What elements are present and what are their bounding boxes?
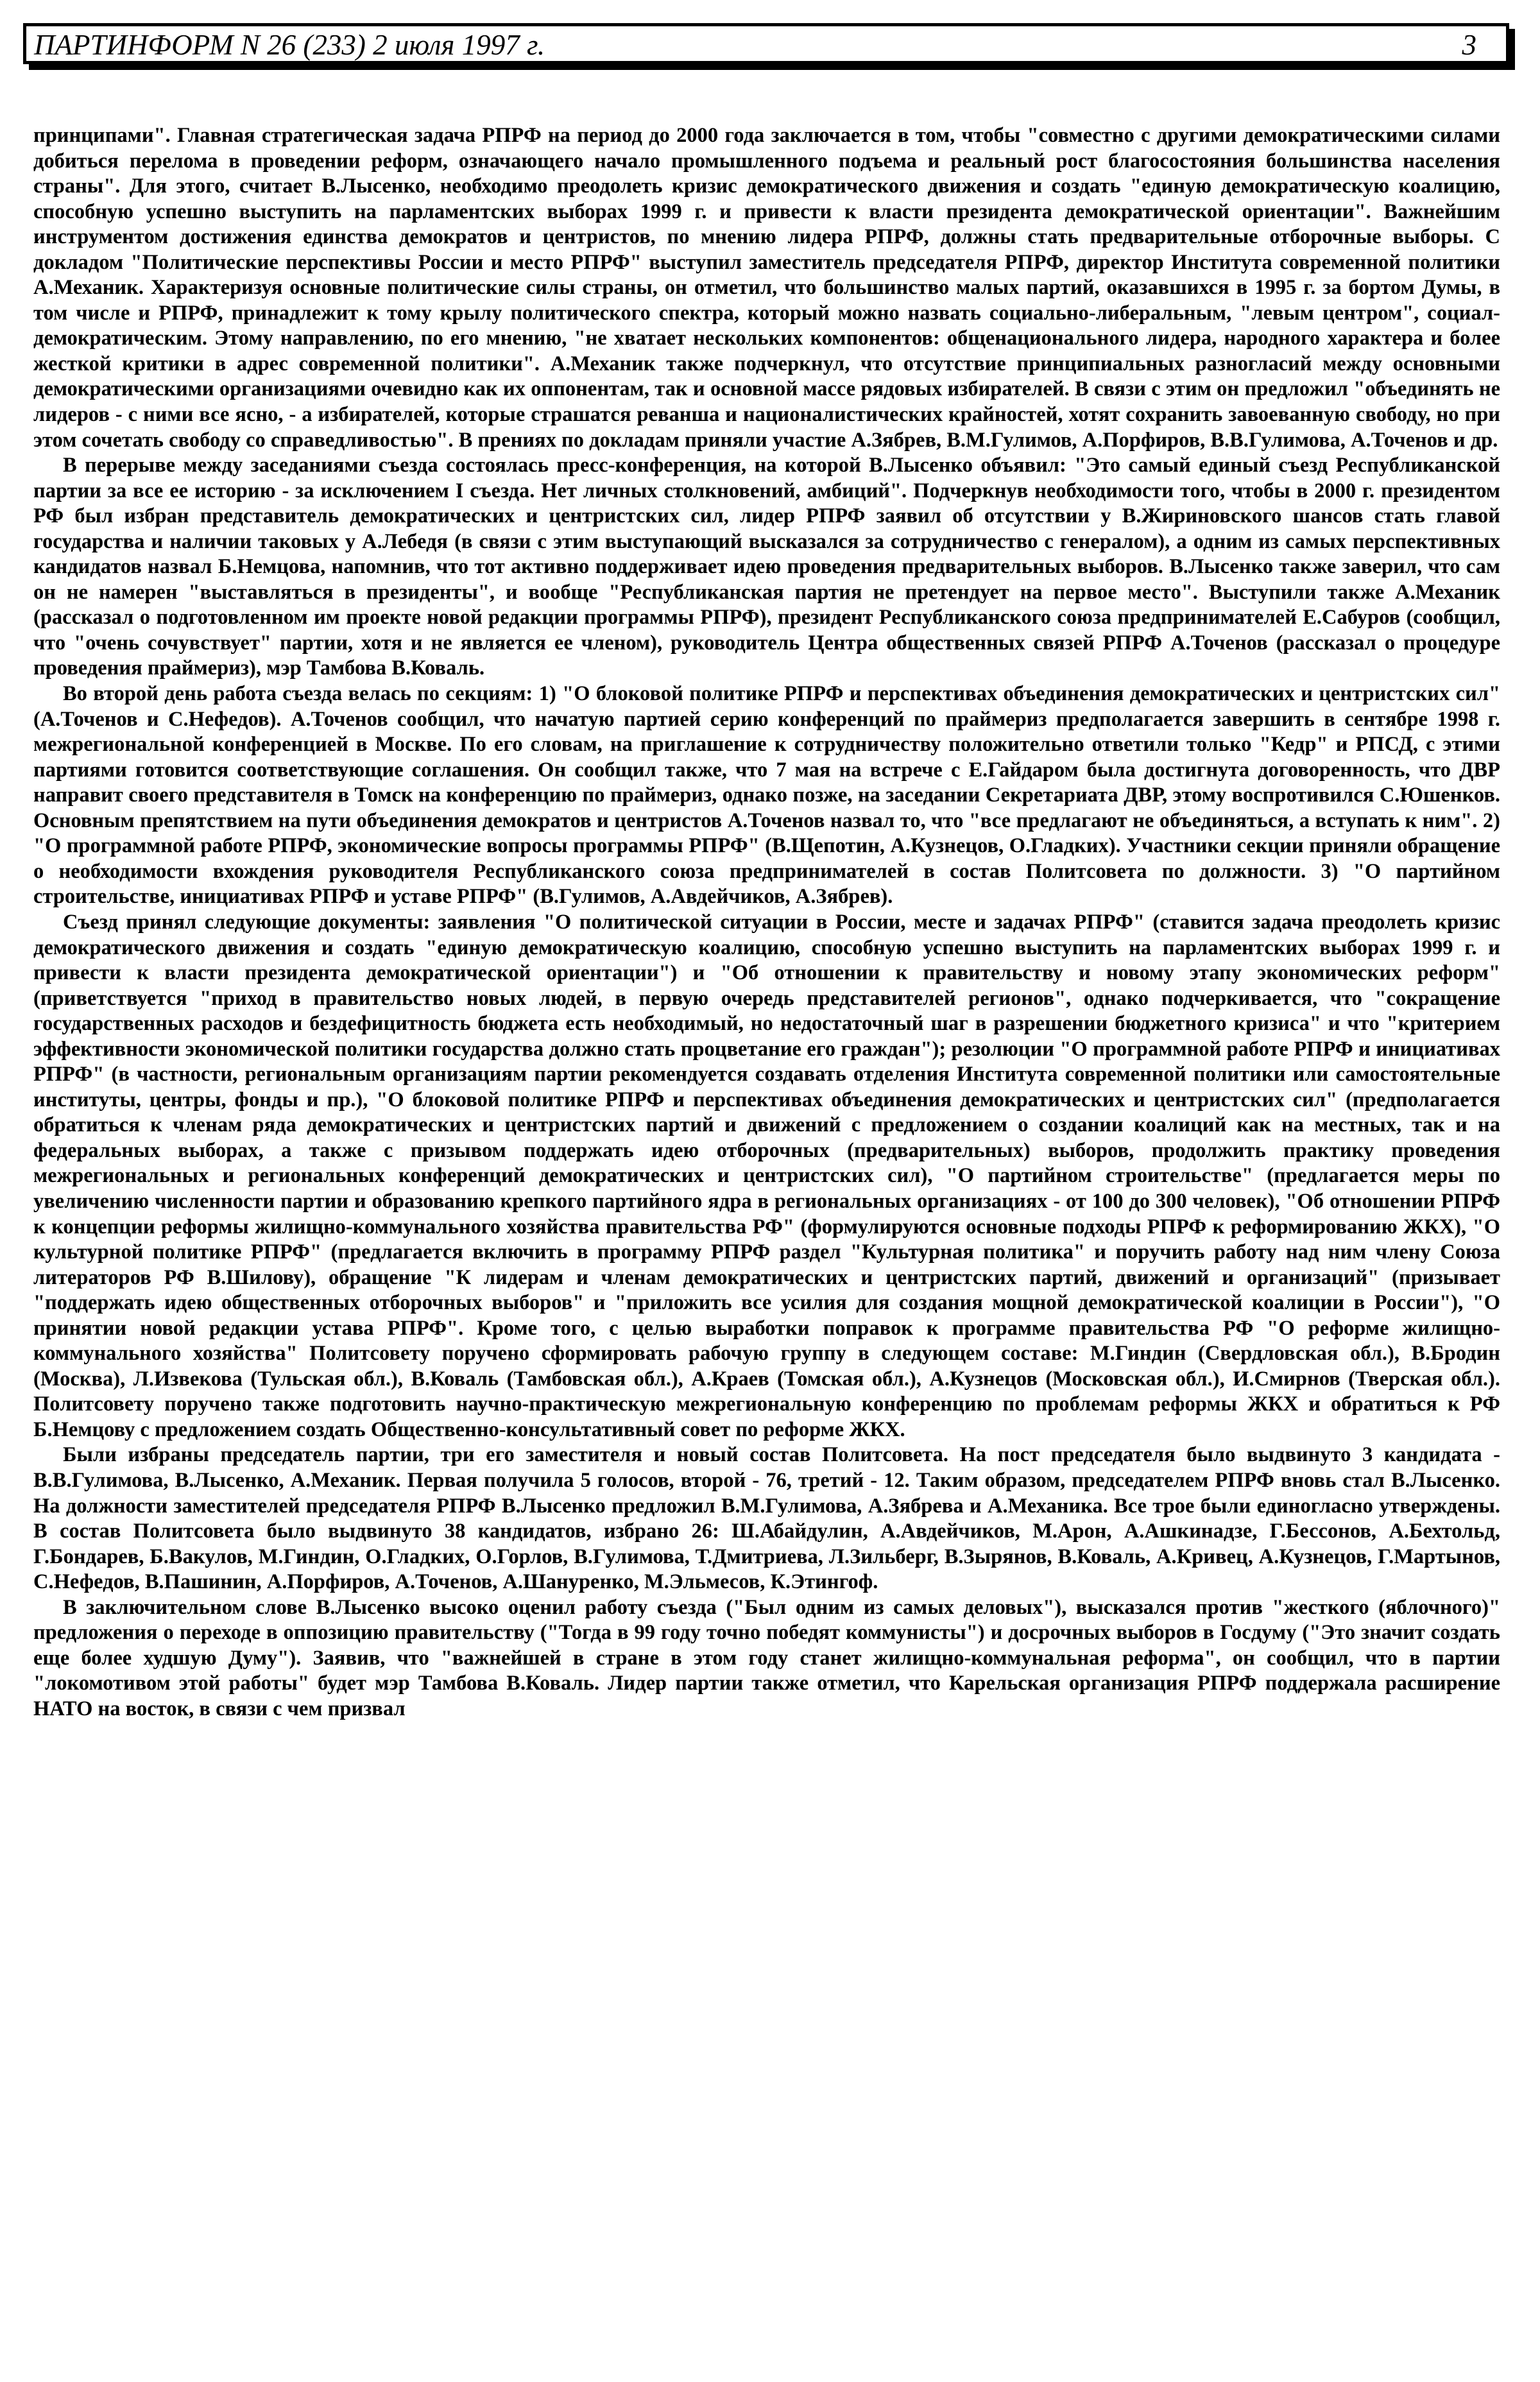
paragraph-documents: Съезд принял следующие документы: заявления "О политической ситуации в России, месте и задачах РПРФ" (ставится задача преодолеть кризис демократического движения и создать "единую демократическую коалицию, способную успешно выступить на парламентских выборах 1999 г. и привести к власти президента демократической ориентации") и "Об отношении к правительству и новому этапу экономических реформ" (приветствуется "приход в правительство новых людей, в первую очередь представителей регионов", однако подчеркивается, что "сокращение государственных расходов и бездефицитность бюджета есть необходимый, но недостаточный шаг в разрешении бюджетного кризиса" и что "критерием эффективности экономической политики государства должно стать процветание его граждан"); резолюции "О программной работе РПРФ и инициативах РПРФ" (в частности, региональным организациям партии рекомендуется создавать отделения Института современной политики или самостоятельные институты, центры, фонды и пр.), "О блоковой политике РПРФ и перспективах объединения демократических и центристских сил" (предполагается обратиться к членам ряда демократических и центристских партий и движений с предложением о создании коалиций как на местных, так и на федеральных выборах, а также с призывом поддержать идею отборочных (предварительных) выборов, продолжить практику проведения межрегиональных и региональных конференций демократических и центристских сил), "О партийном строительстве" (предлагается меры по увеличению численности партии и образованию крепкого партийного ядра в региональных организациях - от 100 до 300 человек), "Об отношении РПРФ к концепции реформы жилищно-коммунального хозяйства правительства РФ" (формулируются основные подходы РПРФ к реформированию ЖКХ), "О культурной политике РПРФ" (предлагается включить в программу РПРФ раздел "Культурная политика" и поручить работу над ним члену Союза литераторов РФ В.Шилову), обращение "К лидерам и членам демократических и центристских партий, движений и организаций" (призывает "поддержать идею общественных отборочных выборов" и "приложить все усилия для создания мощной демократической коалиции в России"), "О принятии новой редакции устава РПРФ". Кроме того, с целью выработки поправок к программе правительства РФ "О реформе жилищно-коммунального хозяйства" Политсовету поручено сформировать рабочую группу в следующем составе: М.Гиндин (Свердловская обл.), В.Бродин (Москва), Л.Извекова (Тульская обл.), В.Коваль (Тамбовская обл.), А.Краев (Томская обл.), А.Кузнецов (Московская обл.), И.Смирнов (Тверская обл.). Политсовету поручено также подготовить научно-практическую межрегиональную конференцию по проблемам реформы ЖКХ и обратиться к РФ Б.Немцову с предложением создать Общественно-консультативный совет по реформе ЖКХ. bbox=[33, 910, 1500, 1441]
page-header bbox=[23, 23, 1509, 64]
paragraph-sections: Во второй день работа съезда велась по секциям: 1) "О блоковой политике РПРФ и перспективах объединения демократических и центристских сил"(А.Точенов и С.Нефедов). А.Точенов сообщил, что начатую партией серию конференций по праймериз предполагается завершить в сентябре 1998 г. межрегиональной конференцией в Москве. По его словам, на приглашение к сотрудничеству положительно ответили только "Кедр" и РПСД, с этими партиями готовится соответствующие соглашения. Он сообщил также, что 7 мая на встрече с Е.Гайдаром была достигнута договоренность, что ДВР направит своего представителя в Томск на конференцию по праймериз, однако позже, на заседании Секретариата ДВР, этому воспротивился С.Юшенков. Основным препятствием на пути объединения демократов и центристов А.Точенов назвал то, что "все предлагают не объединяться, а вступать к ним". 2) "О программной работе РПРФ, экономические вопросы программы РПРФ" (В.Щепотин, А.Кузнецов, О.Гладких). Участники секции приняли обращение о необходимости вхождения руководителя Республиканского союза предпринимателей в состав Политсовета по должности. 3) "О партийном строительстве, инициативах РПРФ и уставе РПРФ" (В.Гулимов, А.Авдейчиков, А.Зябрев). bbox=[33, 682, 1500, 909]
page-number: 3 bbox=[1462, 29, 1476, 61]
header-title: ПАРТИНФОРМ N 26 (233) 2 июля 1997 г. bbox=[34, 29, 545, 61]
paragraph-elections: Были избраны председатель партии, три его заместителя и новый состав Политсовета. На пост председателя было выдвинуто 3 кандидата - В.В.Гулимова, В.Лысенко, А.Механик. Первая получила 5 голосов, второй - 76, третий - 12. Таким образом, председателем РПРФ вновь стал В.Лысенко. На должности заместителей председателя РПРФ В.Лысенко предложил В.М.Гулимова, А.Зябрева и А.Механика. Все трое были единогласно утверждены. В состав Политсовета было выдвинуто 38 кандидатов, избрано 26: Ш.Абайдулин, А.Авдейчиков, М.Арон, А.Ашкинадзе, Г.Бессонов, А.Бехтольд, Г.Бондарев, Б.Вакулов, М.Гиндин, О.Гладких, О.Горлов, В.Гулимова, Т.Дмитриева, Л.Зильберг, В.Зырянов, В.Коваль, А.Кривец, А.Кузнецов, Г.Мартынов, С.Нефедов, В.Пашинин, А.Порфиров, А.Точенов, А.Шануренко, М.Эльмесов, К.Этингоф. bbox=[33, 1443, 1500, 1594]
paragraph-press-conference: В перерыве между заседаниями съезда состоялась пресс-конференция, на которой В.Лысенко объявил: "Это самый единый съезд Республиканской партии за все ее историю - за исключением I съезда. Нет личных столкновений, амбиций". Подчеркнув необходимости того, чтобы в 2000 г. президентом РФ был избран представитель демократических и центристских сил, лидер РПРФ заявил об отсутствии у В.Жириновского шансов стать главой государства и наличии таковых у А.Лебедя (в связи с этим выступающий высказался за сотрудничество с генералом), а одним из самых перспективных кандидатов назвал Б.Немцова, напомнив, что тот активно поддерживает идею проведения предварительных выборов. В.Лысенко также заверил, что сам он не намерен "выставляться в президенты", и вообще "Республиканская партия не претендует на первое место". Выступили также А.Механик (рассказал о подготовленном им проекте новой редакции программы РПРФ), президент Республиканского союза предпринимателей Е.Сабуров (сообщил, что "очень сочувствует" партии, хотя и не является ее членом), руководитель Центра общественных связей РПРФ А.Точенов (рассказал о процедуре проведения праймериз), мэр Тамбова В.Коваль. bbox=[33, 454, 1500, 680]
paragraph-closing-speech: В заключительном слове В.Лысенко высоко оценил работу съезда ("Был одним из самых деловых"), высказался против "жесткого (яблочного)" предложения о переходе в оппозицию правительству ("Тогда в 99 году точно победят коммунисты") и досрочных выборов в Госдуму ("Это значит создать еще более худшую Думу"). Заявив, что "важнейшей в стране в этом году станет жилищно-коммунальная реформа", он сообщил, что в партии "локомотивом этой работы" будет мэр Тамбова В.Коваль. Лидер партии также отметил, что Карельская организация РПРФ поддержала расширение НАТО на восток, в связи с чем призвал bbox=[33, 1595, 1500, 1720]
article-body bbox=[33, 123, 1500, 1722]
paragraph-continuation: принципами". Главная стратегическая задача РПРФ на период до 2000 года заключается в том, чтобы "совместно с другими демократическими силами добиться перелома в проведении реформ, означающего начало промышленного подъема и реальный рост благосостояния большинства населения страны". Для этого, считает В.Лысенко, необходимо преодолеть кризис демократического движения и создать "единую демократическую коалицию, способную успешно выступить на парламентских выборах 1999 г. и привести к власти президента демократической ориентации". Важнейшим инструментом достижения единства демократов и центристов, по мнению лидера РПРФ, должны стать предварительные отборочные выборы. С докладом "Политические перспективы России и место РПРФ" выступил заместитель председателя РПРФ, директор Института современной политики А.Механик. Характеризуя основные политические силы страны, он отметил, что большинство малых партий, оказавшихся в 1995 г. за бортом Думы, в том числе и РПРФ, принадлежит к тому крылу политического спектра, который можно назвать социально-либеральным, "левым центром", социал-демократическим. Этому направлению, по его мнению, "не хватает нескольких компонентов: общенационального лидера, народного характера и более жесткой критики в адрес современной политики". А.Механик также подчеркнул, что отсутствие принципиальных разногласий между основными демократическими организациями очевидно как их оппонентам, так и основной массе рядовых избирателей. В связи с этим он предложил "объединять не лидеров - с ними все ясно, - а избирателей, которые страшатся реванша и националистических крайностей, хотят сохранить завоеванную свободу, но при этом сочетать свободу со справедливостью". В прениях по докладам приняли участие А.Зябрев, В.М.Гулимов, А.Порфиров, В.В.Гулимова, А.Точенов и др. bbox=[33, 124, 1500, 452]
